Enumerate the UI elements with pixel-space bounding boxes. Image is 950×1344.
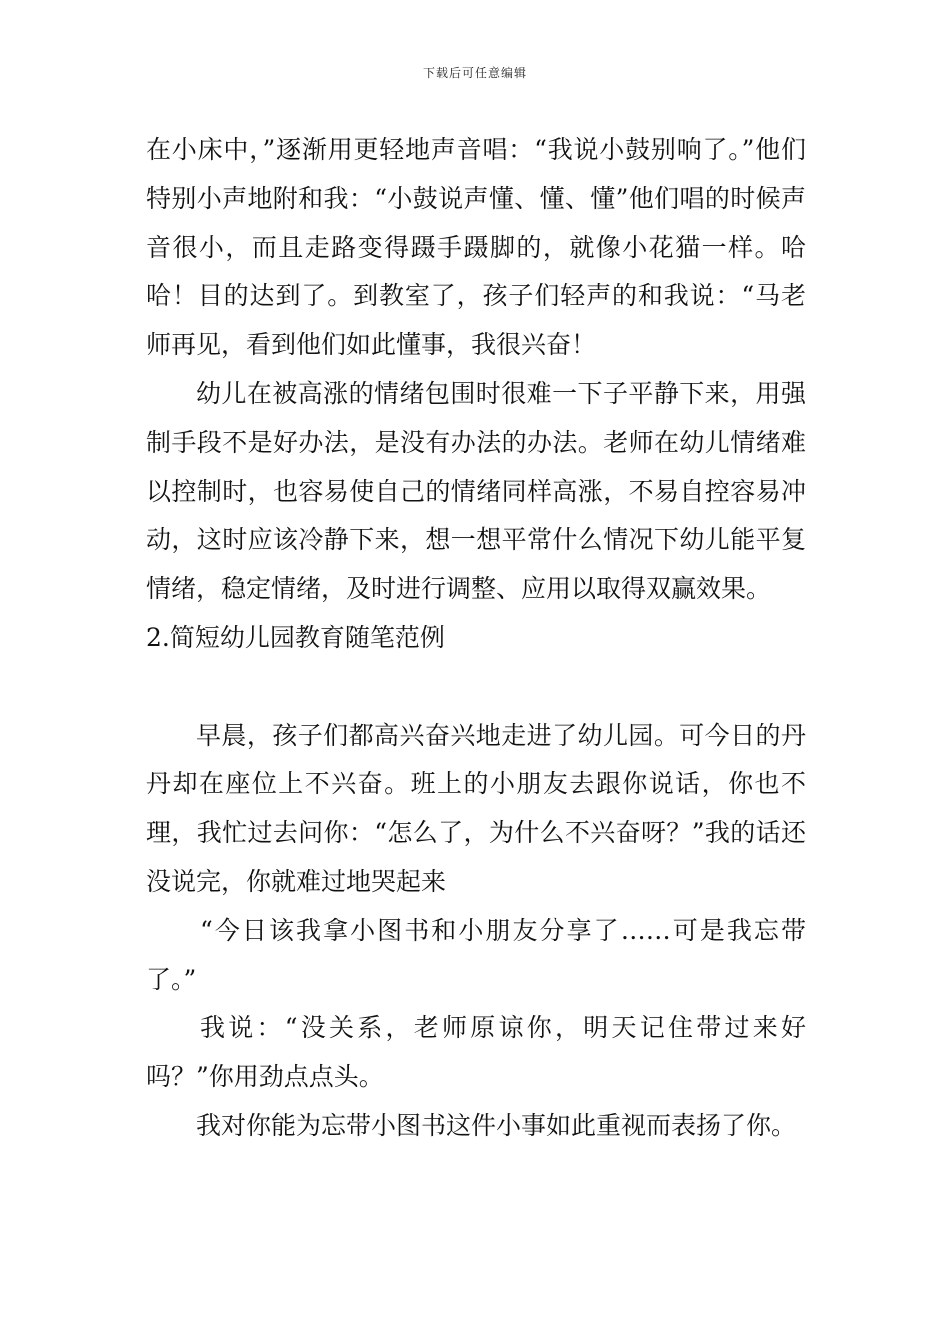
paragraph-1: 在小床中，”逐渐用更轻地声音唱：“我说小鼓别响了。”他们特别小声地附和我：“小鼓说声懂、懂、懂”他们唱的时候声音很小，而且走路变得蹑手蹑脚的，就像小花猫一样。哈哈！目的达到了。到教室了，孩子们轻声的和我说：“马老师再见，看到他们如此懂事，我很兴奋！ bbox=[146, 135, 806, 360]
blank-line bbox=[146, 663, 806, 712]
paragraph-2: 幼儿在被高涨的情绪包围时很难一下子平静下来，用强制手段不是好办法，是没有办法的办法。老师在幼儿情绪难以控制时，也容易使自己的情绪同样高涨，不易自控容易冲动，这时应该冷静下来，想一想平常什么情况下幼儿能平复情绪，稳定情绪，及时进行调整、应用以取得双赢效果。 bbox=[146, 378, 806, 604]
page-header-note: 下载后可任意编辑 bbox=[422, 66, 527, 80]
document-body bbox=[146, 126, 806, 1151]
section-heading: 2.简短幼儿园教育随笔范例 bbox=[146, 622, 445, 652]
paragraph-4: “今日该我拿小图书和小朋友分享了……可是我忘带了。” bbox=[146, 915, 806, 994]
paragraph-6: 我对你能为忘带小图书这件小事如此重视而表扬了你。 bbox=[196, 1110, 797, 1140]
paragraph-5: 我说：“没关系，老师原谅你，明天记住带过来好吗？”你用劲点点头。 bbox=[146, 1013, 806, 1092]
paragraph-3: 早晨，孩子们都高兴奋兴地走进了幼儿园。可今日的丹丹却在座位上不兴奋。班上的小朋友去跟你说话，你也不理，我忙过去问你：“怎么了，为什么不兴奋呀？”我的话还没说完，你就难过地哭起来 bbox=[146, 720, 806, 896]
